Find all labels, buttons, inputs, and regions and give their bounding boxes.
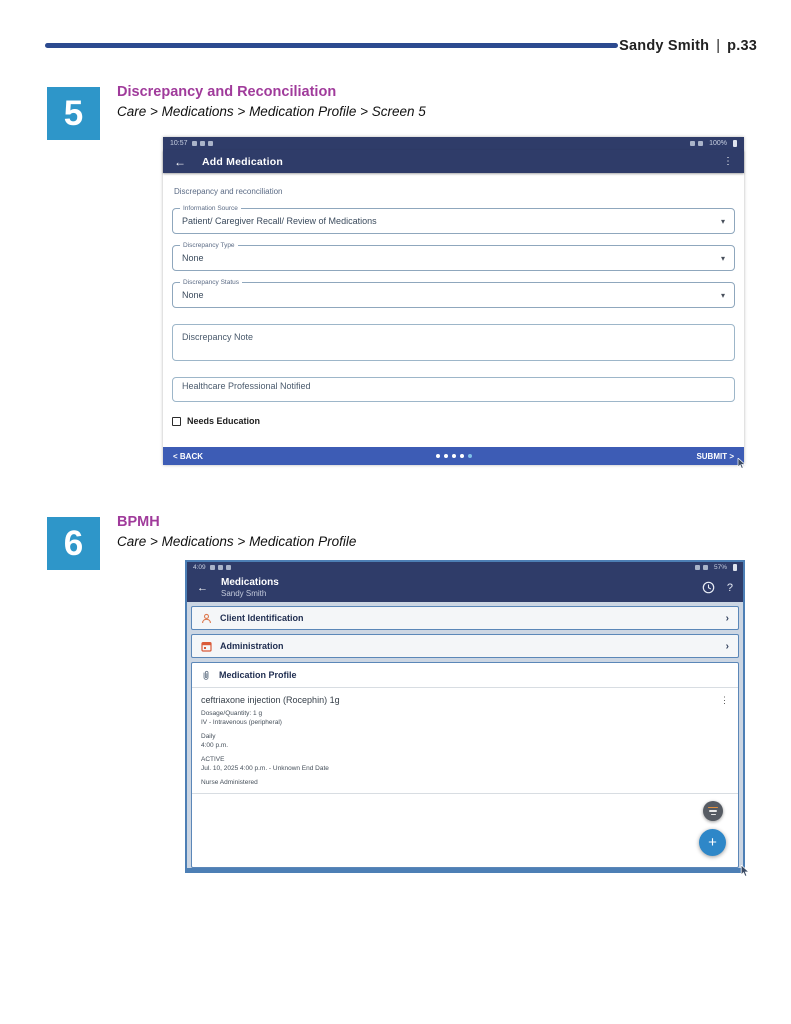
dot	[460, 454, 464, 458]
status-left-icons	[210, 565, 231, 570]
status-right-icons	[690, 140, 737, 147]
dot	[436, 454, 440, 458]
medication-date-range: Jul. 10, 2025 4:00 p.m. - Unknown End Date	[201, 765, 329, 773]
medication-route: IV - Intravenous (peripheral)	[201, 719, 282, 727]
step-5-heading	[117, 84, 426, 119]
discrepancy-type-value: None	[182, 253, 204, 263]
medication-profile-section	[191, 662, 739, 868]
app-bar-title: Medications	[221, 577, 279, 588]
page-dots	[436, 454, 472, 458]
medication-administered: Nurse Administered	[201, 778, 258, 786]
needs-education-label: Needs Education	[187, 416, 261, 426]
step-6-number: 6	[63, 523, 84, 563]
discrepancy-note-placeholder: Discrepancy Note	[182, 332, 254, 342]
client-identification-row[interactable]	[191, 606, 739, 630]
filter-fab-button[interactable]	[703, 801, 723, 821]
medication-name: ceftriaxone injection (Rocephin) 1g	[201, 695, 340, 705]
information-source-label: Information Source	[180, 205, 241, 212]
chevron-down-icon	[721, 216, 725, 226]
battery-icon	[733, 140, 737, 147]
discrepancy-status-value: None	[182, 290, 204, 300]
person-icon	[201, 613, 212, 624]
form-body	[163, 173, 744, 447]
header-rule	[45, 43, 618, 48]
discrepancy-note-textarea[interactable]	[172, 324, 735, 361]
step-5-badge	[47, 87, 100, 140]
app-bar	[187, 573, 743, 602]
dot-active	[468, 454, 472, 458]
plus-icon: +	[708, 834, 717, 851]
back-arrow-icon[interactable]: ←	[174, 154, 186, 169]
notified-placeholder: Healthcare Professional Notified	[182, 381, 311, 391]
discrepancy-type-label: Discrepancy Type	[180, 242, 238, 249]
overflow-menu-icon[interactable]: ⋮	[723, 156, 733, 167]
header-separator: |	[716, 38, 721, 54]
wizard-footer	[163, 447, 744, 465]
status-time: 10:57	[170, 140, 188, 147]
submit-button[interactable]: SUBMIT >	[696, 451, 734, 461]
checkbox-icon[interactable]	[172, 417, 181, 426]
administration-row[interactable]	[191, 634, 739, 658]
chevron-down-icon	[721, 253, 725, 263]
app-bar-actions	[702, 581, 733, 594]
medication-dosage: Dosage/Quantity: 1 g	[201, 710, 263, 717]
discrepancy-type-select[interactable]	[172, 242, 735, 271]
status-right-icons	[695, 564, 737, 571]
status-left-icons	[192, 141, 213, 146]
section-label: Discrepancy and reconciliation	[174, 187, 283, 196]
step-6-badge	[47, 517, 100, 570]
discrepancy-status-select[interactable]	[172, 279, 735, 308]
cursor-icon	[737, 458, 746, 469]
step-5-breadcrumb: Care > Medications > Medication Profile > Screen 5	[117, 104, 426, 119]
medication-menu-icon[interactable]: ⋮	[720, 695, 729, 705]
app-bar	[163, 150, 744, 173]
information-source-value: Patient/ Caregiver Recall/ Review of Medications	[182, 216, 377, 226]
needs-education-row[interactable]	[172, 416, 735, 426]
history-clock-icon[interactable]	[702, 581, 715, 594]
page-header	[619, 38, 757, 54]
screenshot-add-medication	[163, 137, 744, 465]
medication-time: 4:00 p.m.	[201, 742, 229, 750]
battery-icon	[733, 564, 737, 571]
step-6-heading	[117, 514, 356, 549]
step-6-breadcrumb: Care > Medications > Medication Profile	[117, 534, 357, 549]
header-page-number: p.33	[727, 38, 757, 54]
medication-profile-label: Medication Profile	[219, 670, 297, 680]
medication-card[interactable]	[192, 688, 738, 794]
administration-label: Administration	[220, 641, 284, 651]
chevron-down-icon	[721, 290, 725, 300]
step-5-title: Discrepancy and Reconciliation	[117, 84, 337, 100]
battery-percent: 57%	[713, 564, 727, 571]
information-source-select[interactable]	[172, 205, 735, 234]
status-bar	[163, 137, 744, 150]
dot	[452, 454, 456, 458]
header-author: Sandy Smith	[619, 38, 710, 54]
status-bar	[187, 562, 743, 573]
app-bar-subtitle: Sandy Smith	[221, 589, 267, 598]
healthcare-professional-notified-input[interactable]	[172, 377, 735, 402]
step-6-title: BPMH	[117, 514, 160, 530]
add-medication-fab-button[interactable]	[699, 829, 726, 856]
calendar-icon	[201, 641, 212, 652]
help-icon[interactable]: ?	[726, 581, 733, 594]
discrepancy-status-label: Discrepancy Status	[180, 279, 242, 286]
medication-status: ACTIVE	[201, 755, 225, 763]
status-time: 4:09	[193, 564, 206, 571]
app-bar-title: Add Medication	[202, 155, 283, 168]
back-arrow-icon[interactable]: ←	[197, 581, 208, 594]
medication-frequency: Daily	[201, 732, 216, 740]
cursor-icon	[740, 865, 750, 877]
medication-profile-header[interactable]	[192, 663, 738, 688]
battery-percent: 100%	[709, 140, 727, 147]
step-5-number: 5	[63, 93, 84, 133]
client-identification-label: Client Identification	[220, 613, 304, 623]
dot	[444, 454, 448, 458]
medications-body	[187, 602, 743, 868]
back-button[interactable]: < BACK	[173, 451, 204, 461]
chevron-right-icon	[726, 613, 729, 624]
chevron-right-icon	[726, 641, 729, 652]
screenshot-medications	[185, 560, 745, 873]
app-bar-title-group	[221, 577, 279, 598]
paperclip-icon	[201, 670, 211, 681]
